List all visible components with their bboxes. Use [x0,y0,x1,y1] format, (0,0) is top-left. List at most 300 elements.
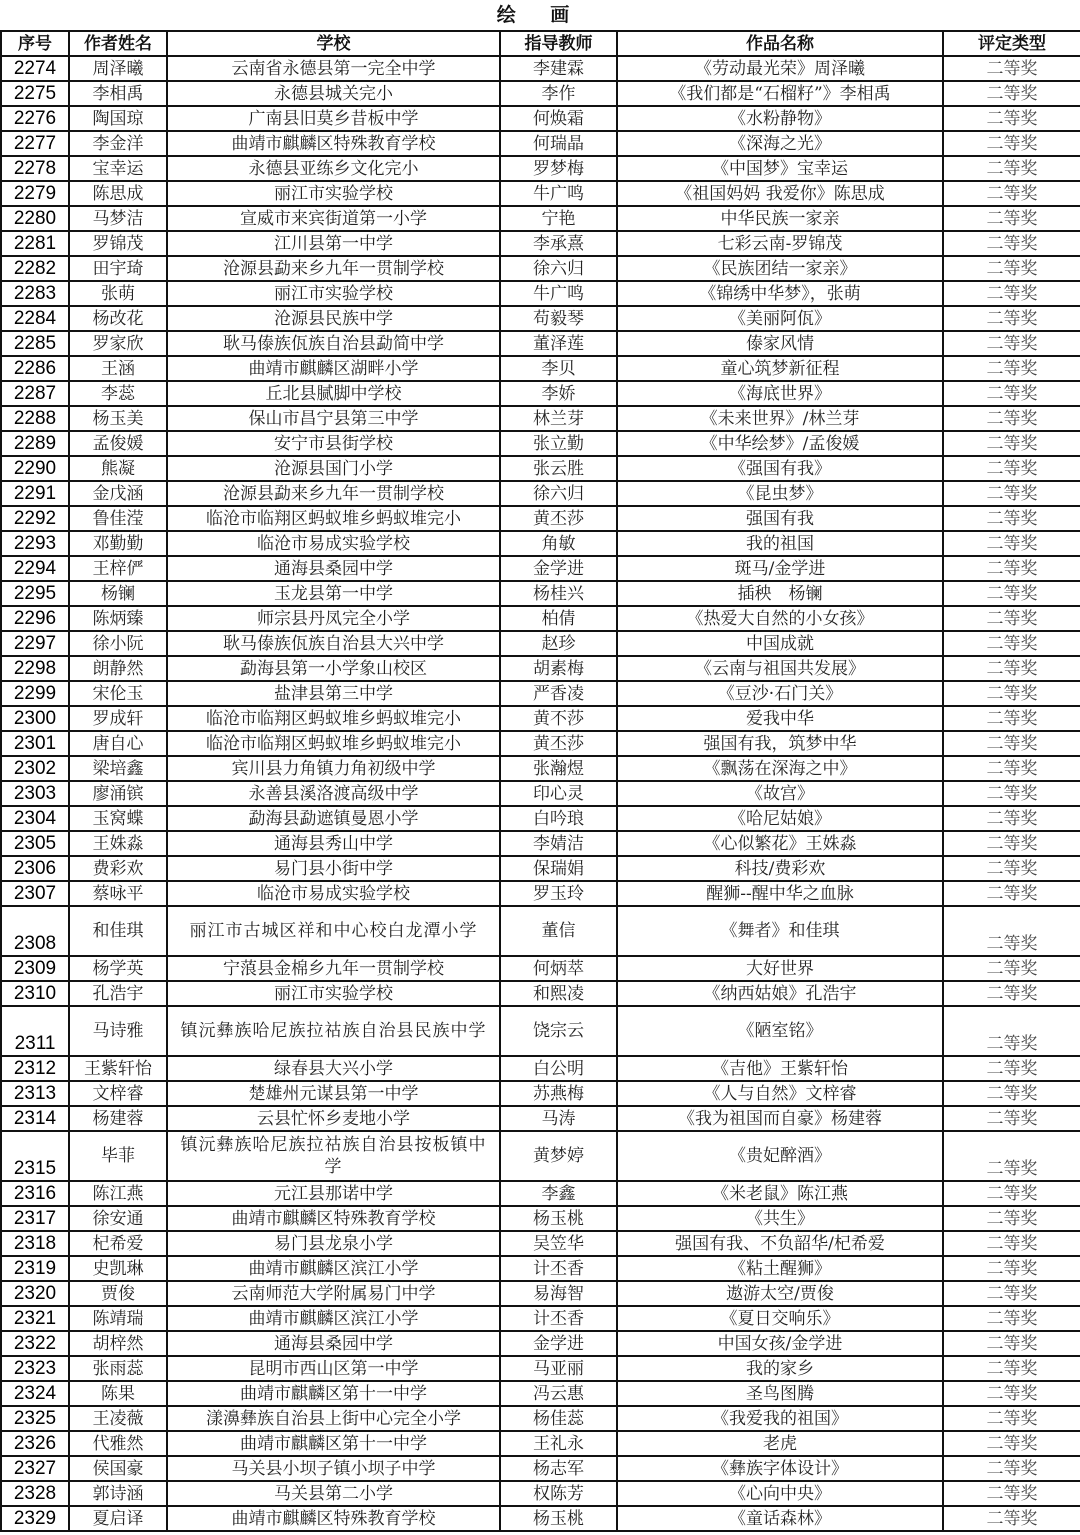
school-name: 宣威市来宾街道第一小学 [167,206,500,231]
work-title: 《哈尼姑娘》 [617,806,943,831]
teacher-name: 严香凌 [500,681,617,706]
work-title: 《我们都是“石榴籽”》李相禹 [617,81,943,106]
author-name: 陈江燕 [69,1181,167,1206]
row-number: 2288 [1,406,69,431]
teacher-name: 李建霖 [500,56,617,81]
table-row [1,1231,1080,1256]
row-number: 2291 [1,481,69,506]
author-name: 蔡咏平 [69,881,167,906]
teacher-name: 易海智 [500,1281,617,1306]
school-name: 曲靖市麒麟区特殊教育学校 [167,1206,500,1231]
school-name: 马关县小坝子镇小坝子中学 [167,1456,500,1481]
table-row [1,781,1080,806]
school-name: 师宗县丹凤完全小学 [167,606,500,631]
award-type: 二等奖 [943,581,1080,606]
teacher-name: 罗玉玲 [500,881,617,906]
work-title: 《我爱我的祖国》 [617,1406,943,1431]
work-title: 《陋室铭》 [617,1006,943,1056]
work-title: 《我为祖国而自豪》杨建蓉 [617,1106,943,1131]
school-name: 曲靖市麒麟区第十一中学 [167,1381,500,1406]
row-number: 2303 [1,781,69,806]
school-name: 丽江市实验学校 [167,981,500,1006]
teacher-name: 杨佳蕊 [500,1406,617,1431]
author-name: 田宇琦 [69,256,167,281]
teacher-name: 张瀚煜 [500,756,617,781]
school-name: 临沧市临翔区蚂蚁堆乡蚂蚁堆完小 [167,506,500,531]
author-name: 王凌薇 [69,1406,167,1431]
row-number: 2315 [1,1131,69,1181]
school-name: 临沧市易成实验学校 [167,881,500,906]
award-type: 二等奖 [943,1081,1080,1106]
school-name: 勐海县勐遮镇曼恩小学 [167,806,500,831]
table-row [1,581,1080,606]
author-name: 徐安通 [69,1206,167,1231]
author-name: 李金洋 [69,131,167,156]
work-title: 大好世界 [617,956,943,981]
work-title: 圣鸟图腾 [617,1381,943,1406]
table-row [1,106,1080,131]
work-title: 斑马/金学进 [617,556,943,581]
teacher-name: 徐六归 [500,256,617,281]
work-title: 《舞者》和佳琪 [617,906,943,956]
author-name: 杨学英 [69,956,167,981]
award-type: 二等奖 [943,256,1080,281]
table-row [1,1406,1080,1431]
row-number: 2279 [1,181,69,206]
award-type: 二等奖 [943,81,1080,106]
award-type: 二等奖 [943,1306,1080,1331]
school-name: 楚雄州元谋县第一中学 [167,1081,500,1106]
header-no: 序号 [1,31,69,56]
teacher-name: 黄丕莎 [500,731,617,756]
work-title: 《心向中央》 [617,1481,943,1506]
teacher-name: 何焕霜 [500,106,617,131]
award-type: 二等奖 [943,1006,1080,1056]
author-name: 朗静然 [69,656,167,681]
teacher-name: 李作 [500,81,617,106]
school-name: 耿马傣族佤族自治县大兴中学 [167,631,500,656]
school-name: 永德县亚练乡文化完小 [167,156,500,181]
award-type: 二等奖 [943,756,1080,781]
award-type: 二等奖 [943,181,1080,206]
table-row [1,206,1080,231]
row-number: 2304 [1,806,69,831]
work-title: 《民族团结一家亲》 [617,256,943,281]
teacher-name: 罗梦梅 [500,156,617,181]
work-title: 《吉他》王紫轩怡 [617,1056,943,1081]
author-name: 张雨蕊 [69,1356,167,1381]
author-name: 马梦洁 [69,206,167,231]
table-row [1,231,1080,256]
award-type: 二等奖 [943,956,1080,981]
teacher-name: 饶宗云 [500,1006,617,1056]
table-row [1,131,1080,156]
row-number: 2274 [1,56,69,81]
header-award: 评定类型 [943,31,1080,56]
teacher-name: 计丕香 [500,1306,617,1331]
row-number: 2295 [1,581,69,606]
row-number: 2290 [1,456,69,481]
teacher-name: 黄梦婷 [500,1131,617,1181]
work-title: 《故宫》 [617,781,943,806]
teacher-name: 何炳萃 [500,956,617,981]
author-name: 陶国琼 [69,106,167,131]
work-title: 《童话森林》 [617,1506,943,1531]
table-row [1,1206,1080,1231]
award-type: 二等奖 [943,1056,1080,1081]
school-name: 马关县第二小学 [167,1481,500,1506]
work-title: 中华民族一家亲 [617,206,943,231]
table-row [1,756,1080,781]
school-name: 保山市昌宁县第三中学 [167,406,500,431]
work-title: 《贵妃醉酒》 [617,1131,943,1181]
school-name: 沧源县勐来乡九年一贯制学校 [167,481,500,506]
award-type: 二等奖 [943,231,1080,256]
award-type: 二等奖 [943,556,1080,581]
award-type: 二等奖 [943,1456,1080,1481]
author-name: 陈炳臻 [69,606,167,631]
teacher-name: 印心灵 [500,781,617,806]
school-name: 勐海县第一小学象山校区 [167,656,500,681]
table-row [1,956,1080,981]
author-name: 王涵 [69,356,167,381]
row-number: 2282 [1,256,69,281]
award-type: 二等奖 [943,456,1080,481]
row-number: 2317 [1,1206,69,1231]
school-name: 永德县城关完小 [167,81,500,106]
work-title: 《美丽阿佤》 [617,306,943,331]
author-name: 李蕊 [69,381,167,406]
row-number: 2302 [1,756,69,781]
table-row [1,56,1080,81]
table-row [1,1131,1080,1181]
teacher-name: 赵珍 [500,631,617,656]
author-name: 费彩欢 [69,856,167,881]
table-row [1,1506,1080,1531]
author-name: 罗家欣 [69,331,167,356]
award-type: 二等奖 [943,1256,1080,1281]
work-title: 《粘土醒狮》 [617,1256,943,1281]
award-type: 二等奖 [943,156,1080,181]
header-school: 学校 [167,31,500,56]
document-title: 绘 画 [496,4,584,26]
teacher-name: 牛广鸣 [500,281,617,306]
teacher-name: 徐六归 [500,481,617,506]
school-name: 耿马傣族佤族自治县勐简中学 [167,331,500,356]
school-name: 镇沅彝族哈尼族拉祜族自治县按板镇中学 [167,1131,500,1181]
row-number: 2280 [1,206,69,231]
row-number: 2297 [1,631,69,656]
award-type: 二等奖 [943,681,1080,706]
row-number: 2283 [1,281,69,306]
school-name: 安宁市县街学校 [167,431,500,456]
author-name: 陈靖瑞 [69,1306,167,1331]
school-name: 易门县小街中学 [167,856,500,881]
school-name: 沧源县国门小学 [167,456,500,481]
table-row [1,706,1080,731]
award-type: 二等奖 [943,356,1080,381]
table-row [1,1306,1080,1331]
school-name: 丽江市古城区祥和中心校白龙潭小学 [167,906,500,956]
school-name: 元江县那诺中学 [167,1181,500,1206]
row-number: 2328 [1,1481,69,1506]
award-type: 二等奖 [943,506,1080,531]
school-name: 丘北县腻脚中学校 [167,381,500,406]
author-name: 贾俊 [69,1281,167,1306]
table-row [1,731,1080,756]
teacher-name: 吴笠华 [500,1231,617,1256]
row-number: 2289 [1,431,69,456]
teacher-name: 李承熹 [500,231,617,256]
author-name: 罗成轩 [69,706,167,731]
row-number: 2285 [1,331,69,356]
row-number: 2324 [1,1381,69,1406]
teacher-name: 角敏 [500,531,617,556]
author-name: 王梓俨 [69,556,167,581]
row-number: 2277 [1,131,69,156]
work-title: 我的家乡 [617,1356,943,1381]
teacher-name: 胡素梅 [500,656,617,681]
table-row [1,681,1080,706]
author-name: 郭诗涵 [69,1481,167,1506]
school-name: 丽江市实验学校 [167,181,500,206]
row-number: 2318 [1,1231,69,1256]
table-row [1,906,1080,956]
work-title: 我的祖国 [617,531,943,556]
work-title: 《心似繁花》王姝淼 [617,831,943,856]
award-type: 二等奖 [943,1231,1080,1256]
award-type: 二等奖 [943,1281,1080,1306]
work-title: 《纳西姑娘》孔浩宇 [617,981,943,1006]
author-name: 唐自心 [69,731,167,756]
teacher-name: 何瑞晶 [500,131,617,156]
row-number: 2278 [1,156,69,181]
table-row [1,181,1080,206]
row-number: 2323 [1,1356,69,1381]
teacher-name: 王礼永 [500,1431,617,1456]
work-title: 遨游太空/贾俊 [617,1281,943,1306]
award-type: 二等奖 [943,731,1080,756]
work-title: 强国有我 [617,506,943,531]
table-row [1,856,1080,881]
author-name: 孟俊媛 [69,431,167,456]
table-row [1,156,1080,181]
work-title: 《海底世界》 [617,381,943,406]
award-type: 二等奖 [943,306,1080,331]
teacher-name: 马亚丽 [500,1356,617,1381]
award-type: 二等奖 [943,781,1080,806]
row-number: 2298 [1,656,69,681]
school-name: 云南省永德县第一完全中学 [167,56,500,81]
author-name: 金戊涵 [69,481,167,506]
work-title: 《夏日交响乐》 [617,1306,943,1331]
author-name: 夏启译 [69,1506,167,1531]
author-name: 张萌 [69,281,167,306]
table-row [1,556,1080,581]
row-number: 2293 [1,531,69,556]
teacher-name: 权陈芳 [500,1481,617,1506]
row-number: 2312 [1,1056,69,1081]
award-type: 二等奖 [943,856,1080,881]
teacher-name: 董泽莲 [500,331,617,356]
school-name: 玉龙县第一中学 [167,581,500,606]
school-name: 江川县第一中学 [167,231,500,256]
school-name: 沧源县勐来乡九年一贯制学校 [167,256,500,281]
work-title: 《中国梦》宝幸运 [617,156,943,181]
row-number: 2307 [1,881,69,906]
table-row [1,806,1080,831]
table-row [1,381,1080,406]
author-name: 杨建蓉 [69,1106,167,1131]
author-name: 杨镧 [69,581,167,606]
table-row [1,1356,1080,1381]
table-row [1,1481,1080,1506]
work-title: 《锦绣中华梦》，张萌 [617,281,943,306]
award-type: 二等奖 [943,206,1080,231]
header-work: 作品名称 [617,31,943,56]
teacher-name: 李娇 [500,381,617,406]
award-type: 二等奖 [943,281,1080,306]
author-name: 罗锦茂 [69,231,167,256]
work-title: 《共生》 [617,1206,943,1231]
author-name: 徐小阮 [69,631,167,656]
author-name: 宋伦玉 [69,681,167,706]
work-title: 强国有我、不负韶华/杞希爱 [617,1231,943,1256]
award-type: 二等奖 [943,1431,1080,1456]
row-number: 2322 [1,1331,69,1356]
teacher-name: 牛广鸣 [500,181,617,206]
award-type: 二等奖 [943,531,1080,556]
table-row [1,1381,1080,1406]
author-name: 杨玉美 [69,406,167,431]
school-name: 宁蒗县金棉乡九年一贯制学校 [167,956,500,981]
row-number: 2275 [1,81,69,106]
teacher-name: 杨玉桃 [500,1506,617,1531]
school-name: 通海县桑园中学 [167,556,500,581]
author-name: 梁培鑫 [69,756,167,781]
school-name: 绿春县大兴小学 [167,1056,500,1081]
teacher-name: 保瑞娟 [500,856,617,881]
school-name: 曲靖市麒麟区特殊教育学校 [167,1506,500,1531]
table-row [1,881,1080,906]
teacher-name: 李鑫 [500,1181,617,1206]
school-name: 云县忙怀乡麦地小学 [167,1106,500,1131]
author-name: 熊凝 [69,456,167,481]
award-type: 二等奖 [943,706,1080,731]
teacher-name: 李贝 [500,356,617,381]
table-row [1,406,1080,431]
row-number: 2308 [1,906,69,956]
author-name: 周泽曦 [69,56,167,81]
teacher-name: 和熙凌 [500,981,617,1006]
work-title: 醒狮--醒中华之血脉 [617,881,943,906]
author-name: 杞希爱 [69,1231,167,1256]
award-type: 二等奖 [943,1181,1080,1206]
table-row [1,531,1080,556]
table-row [1,1181,1080,1206]
teacher-name: 白吟琅 [500,806,617,831]
teacher-name: 杨桂兴 [500,581,617,606]
work-title: 插秧 杨镧 [617,581,943,606]
award-type: 二等奖 [943,1206,1080,1231]
school-name: 易门县龙泉小学 [167,1231,500,1256]
row-number: 2319 [1,1256,69,1281]
award-type: 二等奖 [943,1506,1080,1531]
school-name: 镇沅彝族哈尼族拉祜族自治县民族中学 [167,1006,500,1056]
teacher-name: 杨玉桃 [500,1206,617,1231]
work-title: 《彝族字体设计》 [617,1456,943,1481]
teacher-name: 李婧洁 [500,831,617,856]
row-number: 2287 [1,381,69,406]
award-type: 二等奖 [943,1131,1080,1181]
table-row [1,281,1080,306]
award-type: 二等奖 [943,331,1080,356]
teacher-name: 黄不莎 [500,706,617,731]
row-number: 2320 [1,1281,69,1306]
award-type: 二等奖 [943,56,1080,81]
work-title: 《祖国妈妈 我爱你》陈思成 [617,181,943,206]
school-name: 曲靖市麒麟区第十一中学 [167,1431,500,1456]
award-type: 二等奖 [943,806,1080,831]
award-type: 二等奖 [943,1356,1080,1381]
row-number: 2309 [1,956,69,981]
table-row [1,81,1080,106]
teacher-name: 苏燕梅 [500,1081,617,1106]
row-number: 2296 [1,606,69,631]
work-title: 《飘荡在深海之中》 [617,756,943,781]
school-name: 云南师范大学附属易门中学 [167,1281,500,1306]
award-type: 二等奖 [943,106,1080,131]
table-row [1,1431,1080,1456]
award-type: 二等奖 [943,1406,1080,1431]
work-title: 《未来世界》/林兰芽 [617,406,943,431]
teacher-name: 柏倩 [500,606,617,631]
header-author: 作者姓名 [69,31,167,56]
work-title: 《深海之光》 [617,131,943,156]
school-name: 昆明市西山区第一中学 [167,1356,500,1381]
work-title: 《水粉静物》 [617,106,943,131]
work-title: 强国有我，筑梦中华 [617,731,943,756]
author-name: 史凯琳 [69,1256,167,1281]
author-name: 李相禹 [69,81,167,106]
teacher-name: 白公明 [500,1056,617,1081]
author-name: 文梓睿 [69,1081,167,1106]
award-type: 二等奖 [943,1381,1080,1406]
work-title: 七彩云南-罗锦茂 [617,231,943,256]
work-title: 《强国有我》 [617,456,943,481]
school-name: 通海县秀山中学 [167,831,500,856]
school-name: 临沧市易成实验学校 [167,531,500,556]
author-name: 陈思成 [69,181,167,206]
table-row [1,1281,1080,1306]
row-number: 2301 [1,731,69,756]
table-body [1,56,1080,1531]
table-row [1,256,1080,281]
table-row [1,1331,1080,1356]
author-name: 毕菲 [69,1131,167,1181]
teacher-name: 计丕香 [500,1256,617,1281]
row-number: 2316 [1,1181,69,1206]
award-type: 二等奖 [943,381,1080,406]
teacher-name: 苟毅琴 [500,306,617,331]
teacher-name: 杨志军 [500,1456,617,1481]
author-name: 杨改花 [69,306,167,331]
row-number: 2281 [1,231,69,256]
table-row [1,656,1080,681]
table-row [1,481,1080,506]
school-name: 曲靖市麒麟区特殊教育学校 [167,131,500,156]
row-number: 2306 [1,856,69,881]
